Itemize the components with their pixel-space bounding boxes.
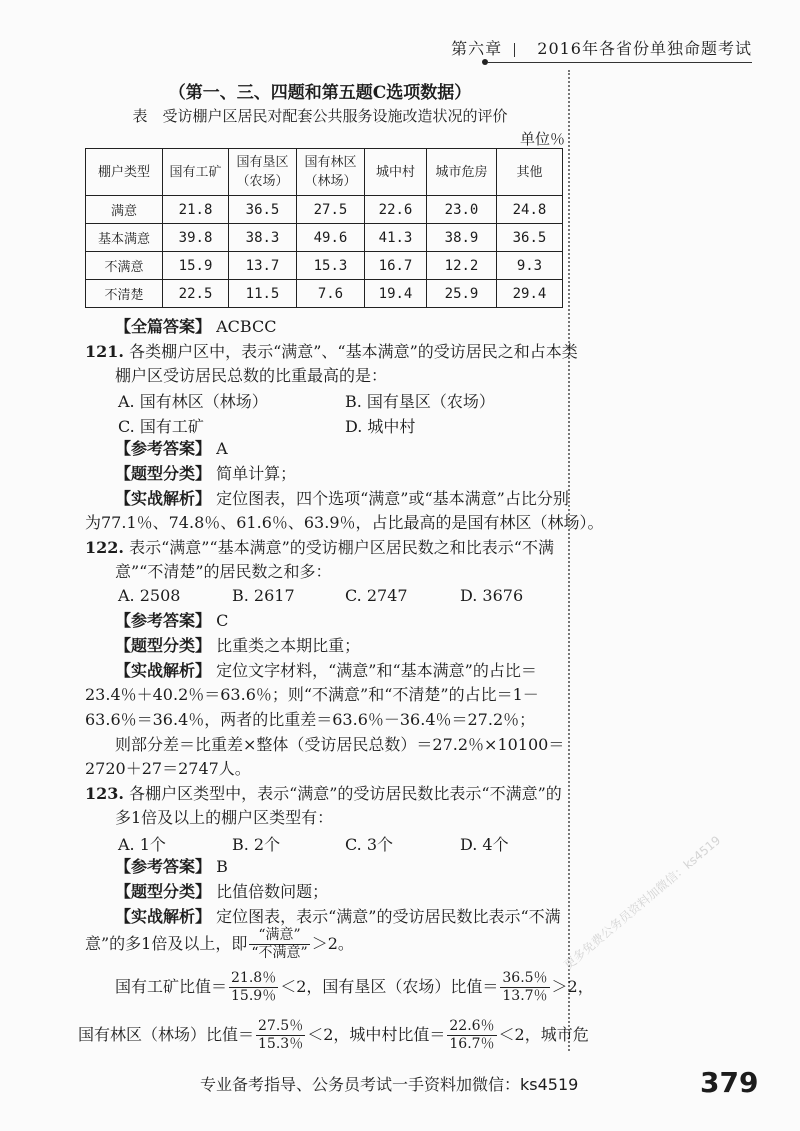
- margin-dotted-line: [568, 70, 570, 1051]
- watermark: 更多免费公务员资料加微信：ks4519: [561, 833, 724, 973]
- q121-analysis-line1: 【实战解析】 定位图表，四个选项“满意”或“基本满意”占比分别: [115, 489, 569, 508]
- q121-option-c: C. 国有工矿: [118, 417, 204, 436]
- q123-analysis-line4: 国有林区（林场）比值＝ $\frac{27.5\%}{15.3\%}$ ＜2，城中村比值＝ $\frac{22.6\%}{16.7\%}$ ＜2，城市危: [78, 1018, 589, 1052]
- table-cell: 19.4: [364, 280, 426, 308]
- table-source-note: （第一、三、四题和第五题C选项数据）: [168, 83, 472, 103]
- table-cell: 15.9: [163, 252, 229, 280]
- table-cell: 7.6: [296, 280, 364, 308]
- table-cell: 24.8: [496, 196, 562, 224]
- page-number: 379: [700, 1066, 759, 1099]
- q121-answer-line: 【参考答案】 A: [115, 439, 228, 458]
- q123-stem-line1: 123. 各棚户区类型中，表示“满意”的受访居民数比表示“不满意”的: [85, 784, 562, 803]
- q121-number: 121.: [85, 342, 124, 361]
- table-row: [86, 196, 563, 224]
- q122-option-c: C. 2747: [345, 586, 408, 605]
- table-cell: 15.3: [296, 252, 364, 280]
- q121-stem-line1: 121. 各类棚户区中，表示“满意”、“基本满意”的受访居民之和占本类: [85, 342, 578, 361]
- q122-stem-line1: 122. 表示“满意”“基本满意”的受访棚户区居民数之和比表示“不满: [85, 538, 554, 557]
- footer-note: 专业备考指导、公务员考试一手资料加微信：ks4519: [200, 1075, 579, 1094]
- q122-analysis-line3: 63.6％＝36.4％，两者的比重差＝63.6％－36.4％＝27.2％；: [85, 710, 536, 729]
- table-header-cell: 国有垦区 （农场）: [229, 149, 297, 196]
- table-cell: 9.3: [496, 252, 562, 280]
- fraction: $\frac{27.5\%}{15.3\%}$: [258, 1018, 304, 1052]
- q122-analysis-line1: 【实战解析】 定位文字材料，“满意”和“基本满意”的占比＝: [115, 661, 537, 680]
- table-row: [86, 224, 563, 252]
- table-row: [86, 280, 563, 308]
- table-cell: 22.5: [163, 280, 229, 308]
- table-row-label: 满意: [86, 196, 163, 224]
- table-header-cell: 国有林区 （林场）: [296, 149, 364, 196]
- table-cell: 22.6: [364, 196, 426, 224]
- q123-option-d: D. 4个: [460, 835, 509, 854]
- chapter-label: 第六章: [451, 39, 503, 58]
- header-title: 2016年各省份单独命题考试: [537, 39, 752, 58]
- q122-type-line: 【题型分类】 比重类之本期比重；: [115, 636, 361, 655]
- q123-type-line: 【题型分类】 比值倍数问题；: [115, 882, 329, 901]
- table-cell: 38.3: [229, 224, 297, 252]
- table-row-label: 基本满意: [86, 224, 163, 252]
- q123-answer: B: [216, 857, 228, 876]
- q121-type-line: 【题型分类】 简单计算；: [115, 464, 297, 483]
- q123-analysis-line2: 意”的多1倍及以上，即 $\frac{\text{“满意”}}{\text{“不满意”}}$ ＞2。: [85, 927, 354, 961]
- table-cell: 25.9: [427, 280, 497, 308]
- full-answer-tag: 【全篇答案】: [115, 317, 212, 336]
- q122-answer-line: 【参考答案】 C: [115, 611, 229, 630]
- fraction: $\frac{36.5\%}{13.7\%}$: [502, 970, 548, 1004]
- table-header-row: [86, 149, 563, 196]
- q123-analysis-line1: 【实战解析】 定位图表，表示“满意”的受访居民数比表示“不满: [115, 907, 561, 926]
- table-cell: 12.2: [427, 252, 497, 280]
- table-cell: 16.7: [364, 252, 426, 280]
- q123-answer-line: 【参考答案】 B: [115, 857, 228, 876]
- ratio-fraction: $\frac{\text{“满意”}}{\text{“不满意”}}$: [251, 927, 308, 961]
- q122-option-b: B. 2617: [232, 586, 295, 605]
- header-dot: [482, 59, 488, 65]
- full-answer-value: ACBCC: [216, 317, 277, 336]
- table-header-cell: 国有工矿: [163, 149, 229, 196]
- q123-number: 123.: [85, 784, 124, 803]
- evaluation-table: [85, 148, 563, 308]
- fraction: $\frac{21.8\%}{15.9\%}$: [231, 970, 277, 1004]
- q121-answer: A: [216, 439, 228, 458]
- fraction: $\frac{22.6\%}{16.7\%}$: [449, 1018, 495, 1052]
- q123-stem-line2: 多1倍及以上的棚户区类型有：: [115, 808, 334, 827]
- table-cell: 13.7: [229, 252, 297, 280]
- header-separator: [514, 43, 525, 57]
- q121-analysis-line2: 为77.1％、74.8％、61.6％、63.9％，占比最高的是国有林区（林场）。: [85, 513, 604, 532]
- unit-label: 单位％: [520, 130, 566, 148]
- q122-analysis-line5: 2720＋27＝2747人。: [85, 759, 251, 778]
- header-rule: [488, 62, 752, 63]
- q123-option-a: A. 1个: [118, 835, 166, 854]
- table-header-cell: 棚户类型: [86, 149, 163, 196]
- table-caption: 表 受访棚户区居民对配套公共服务设施改造状况的评价: [132, 107, 508, 125]
- q123-analysis-line3: 国有工矿比值＝ $\frac{21.8\%}{15.9\%}$ ＜2，国有垦区（农场）比值＝ $\frac{36.5\%}{13.7\%}$ ＞2，: [115, 970, 594, 1004]
- q122-option-a: A. 2508: [118, 586, 181, 605]
- table-cell: 11.5: [229, 280, 297, 308]
- table-header-cell: 城市危房: [427, 149, 497, 196]
- table-header-cell: 城中村: [364, 149, 426, 196]
- table-cell: 36.5: [229, 196, 297, 224]
- table-header-cell: 其他: [496, 149, 562, 196]
- table-cell: 38.9: [427, 224, 497, 252]
- table-row-label: 不满意: [86, 252, 163, 280]
- table-cell: 41.3: [364, 224, 426, 252]
- q122-option-d: D. 3676: [460, 586, 524, 605]
- q122-number: 122.: [85, 538, 124, 557]
- q123-option-c: C. 3个: [345, 835, 394, 854]
- q121-stem-line2: 棚户区受访居民总数的比重最高的是：: [115, 366, 388, 385]
- q123-option-b: B. 2个: [232, 835, 281, 854]
- q121-option-d: D. 城中村: [345, 417, 416, 436]
- table-cell: 39.8: [163, 224, 229, 252]
- q121-option-a: A. 国有林区（林场）: [118, 392, 268, 411]
- table-row: [86, 252, 563, 280]
- full-answer-line: [115, 316, 276, 338]
- table-row-label: 不清楚: [86, 280, 163, 308]
- q122-analysis-line4: 则部分差＝比重差×整体（受访居民总数）＝27.2％×10100＝: [115, 735, 565, 754]
- q122-analysis-line2: 23.4％＋40.2％＝63.6％；则“不满意”和“不清楚”的占比＝1－: [85, 685, 539, 704]
- table-cell: 21.8: [163, 196, 229, 224]
- table-cell: 36.5: [496, 224, 562, 252]
- table-cell: 27.5: [296, 196, 364, 224]
- q122-stem-line2: 意”“不清楚”的居民数之和多：: [115, 562, 332, 581]
- table-cell: 49.6: [296, 224, 364, 252]
- table-cell: 23.0: [427, 196, 497, 224]
- running-header: [451, 36, 752, 59]
- q121-option-b: B. 国有垦区（农场）: [345, 392, 495, 411]
- q122-answer: C: [216, 611, 229, 630]
- table-cell: 29.4: [496, 280, 562, 308]
